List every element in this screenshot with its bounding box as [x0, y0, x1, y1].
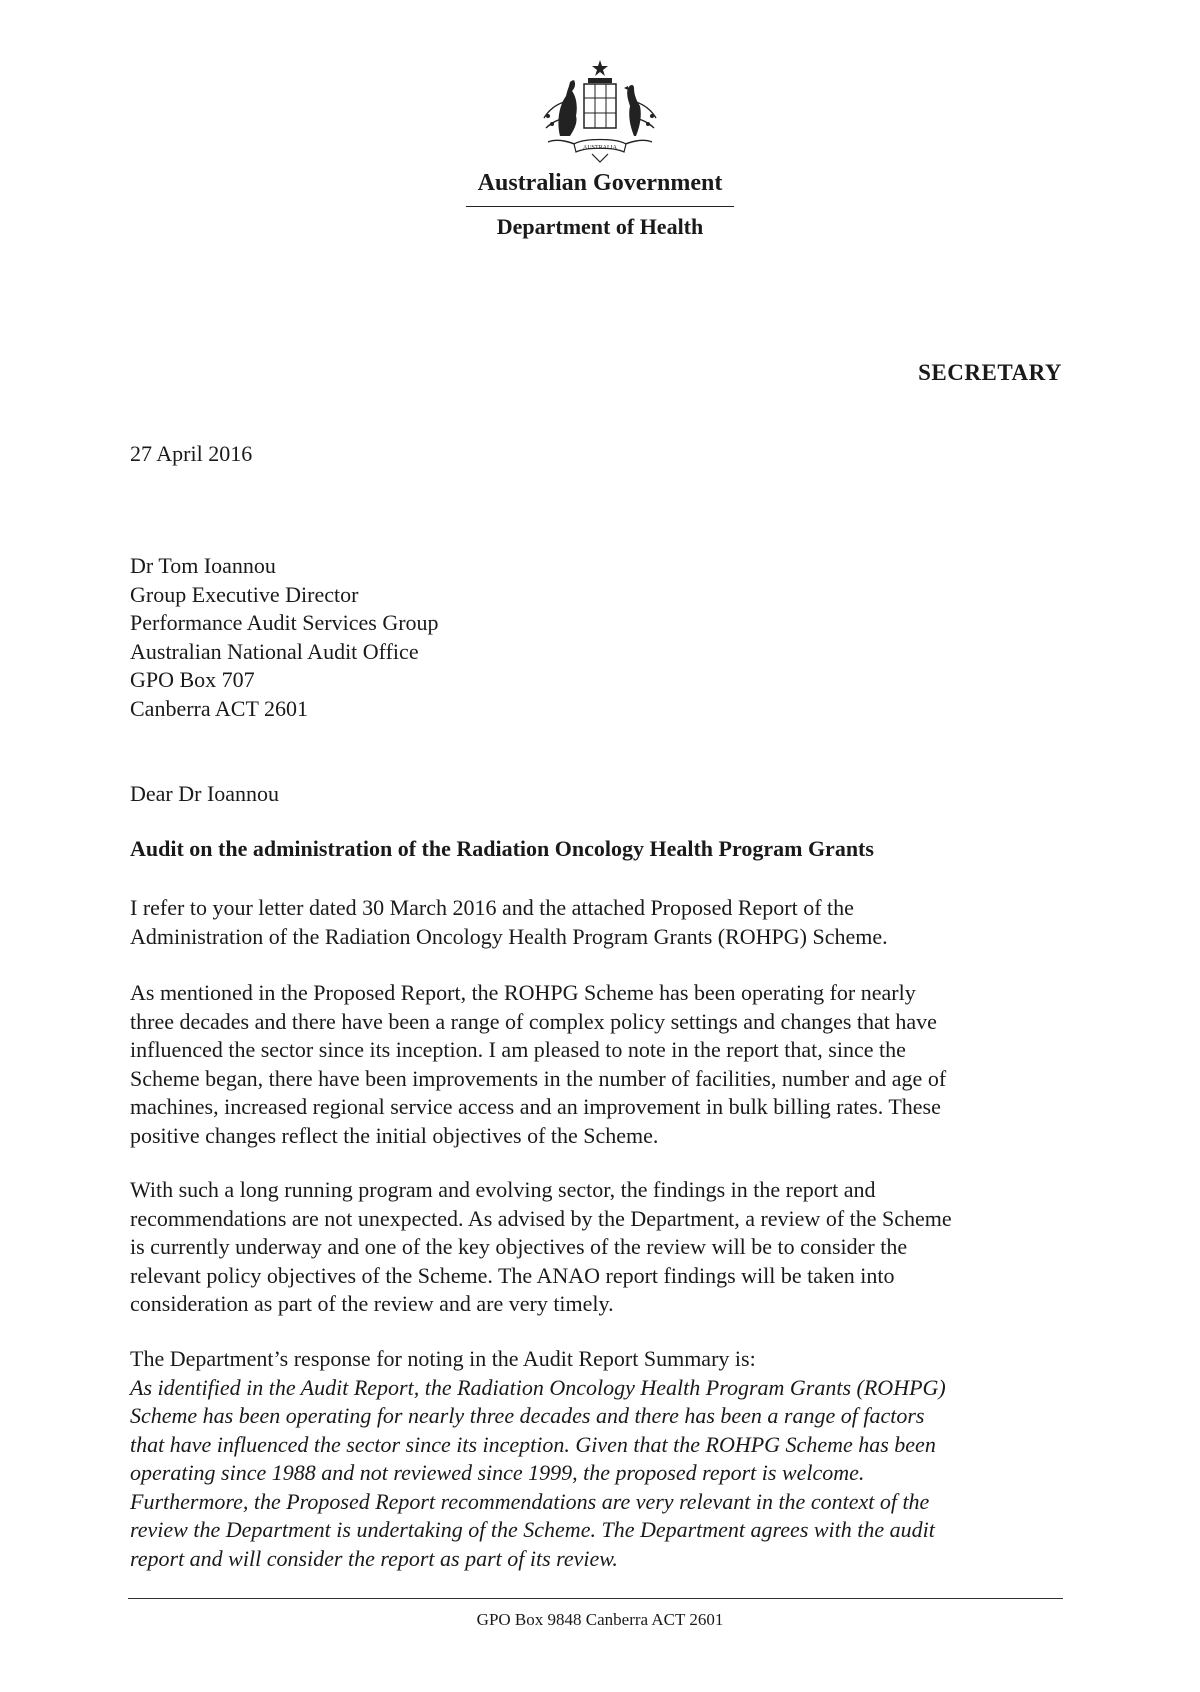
- response-intro: The Department’s response for noting in the Audit Report Summary is:: [130, 1346, 756, 1371]
- paragraph-line: influenced the sector since its inception. I am pleased to note in the report that, since the: [130, 1037, 906, 1062]
- address-line: Performance Audit Services Group: [130, 610, 439, 635]
- paragraph-line: consideration as part of the review and are very timely.: [130, 1291, 614, 1316]
- salutation: Dear Dr Ioannou: [130, 781, 280, 806]
- response-line: review the Department is undertaking of the Scheme. The Department agrees with the audit: [130, 1517, 935, 1542]
- paragraph-line: machines, increased regional service access and an improvement in bulk billing rates. These: [130, 1094, 941, 1119]
- crest-scroll-text: AUSTRALIA: [583, 145, 617, 151]
- letter-date: 27 April 2016: [130, 441, 253, 466]
- paragraph-line: recommendations are not unexpected. As advised by the Department, a review of the Scheme: [130, 1205, 952, 1231]
- response-line: As identified in the Audit Report, the Radiation Oncology Health Program Grants (ROHPG): [130, 1374, 946, 1400]
- subject-heading: Audit on the administration of the Radiation Oncology Health Program Grants: [130, 836, 874, 861]
- coat-of-arms-icon: [530, 58, 670, 164]
- address-line: Group Executive Director: [130, 581, 359, 607]
- office-title: SECRETARY: [918, 360, 1062, 385]
- response-line: Furthermore, the Proposed Report recommendations are very relevant in the context of the: [130, 1488, 930, 1514]
- government-name: Australian Government: [477, 170, 723, 196]
- response-line: Scheme has been operating for nearly three decades and there has been a range of factors: [130, 1403, 925, 1428]
- paragraph-line: I refer to your letter dated 30 March 2016 and the attached Proposed Report of the: [130, 895, 854, 920]
- response-line: report and will consider the report as part of its review.: [130, 1545, 618, 1571]
- body-paragraph: [130, 894, 1080, 951]
- paragraph-line: Administration of the Radiation Oncology Health Program Grants (ROHPG) Scheme.: [130, 923, 888, 949]
- paragraph-line: As mentioned in the Proposed Report, the ROHPG Scheme has been operating for nearly: [130, 980, 916, 1005]
- paragraph-line: Scheme began, there have been improvements in the number of facilities, number and age of: [130, 1065, 947, 1091]
- recipient-address: [130, 552, 439, 723]
- letterhead-divider: [466, 206, 734, 207]
- paragraph-line: With such a long running program and evolving sector, the findings in the report and: [130, 1177, 876, 1202]
- address-line: Canberra ACT 2601: [130, 695, 309, 721]
- paragraph-line: positive changes reflect the initial objectives of the Scheme.: [130, 1122, 659, 1148]
- address-line: GPO Box 707: [130, 667, 255, 692]
- footer-address: GPO Box 9848 Canberra ACT 2601: [476, 1610, 724, 1629]
- response-line: operating since 1988 and not reviewed since 1999, the proposed report is welcome.: [130, 1460, 865, 1485]
- response-line: that have influenced the sector since its inception. Given that the ROHPG Scheme has been: [130, 1431, 936, 1457]
- address-line: Australian National Audit Office: [130, 638, 419, 664]
- address-line: Dr Tom Ioannou: [130, 553, 276, 578]
- paragraph-line: relevant policy objectives of the Scheme. The ANAO report findings will be taken into: [130, 1262, 895, 1288]
- response-paragraph: [130, 1345, 1080, 1573]
- body-paragraph: [130, 979, 1080, 1150]
- paragraph-line: is currently underway and one of the key objectives of the review will be to consider the: [130, 1234, 908, 1259]
- department-name: Department of Health: [496, 214, 704, 239]
- body-paragraph: [130, 1176, 1080, 1319]
- paragraph-line: three decades and there have been a range of complex policy settings and changes that have: [130, 1008, 937, 1034]
- footer-divider: [128, 1598, 1063, 1599]
